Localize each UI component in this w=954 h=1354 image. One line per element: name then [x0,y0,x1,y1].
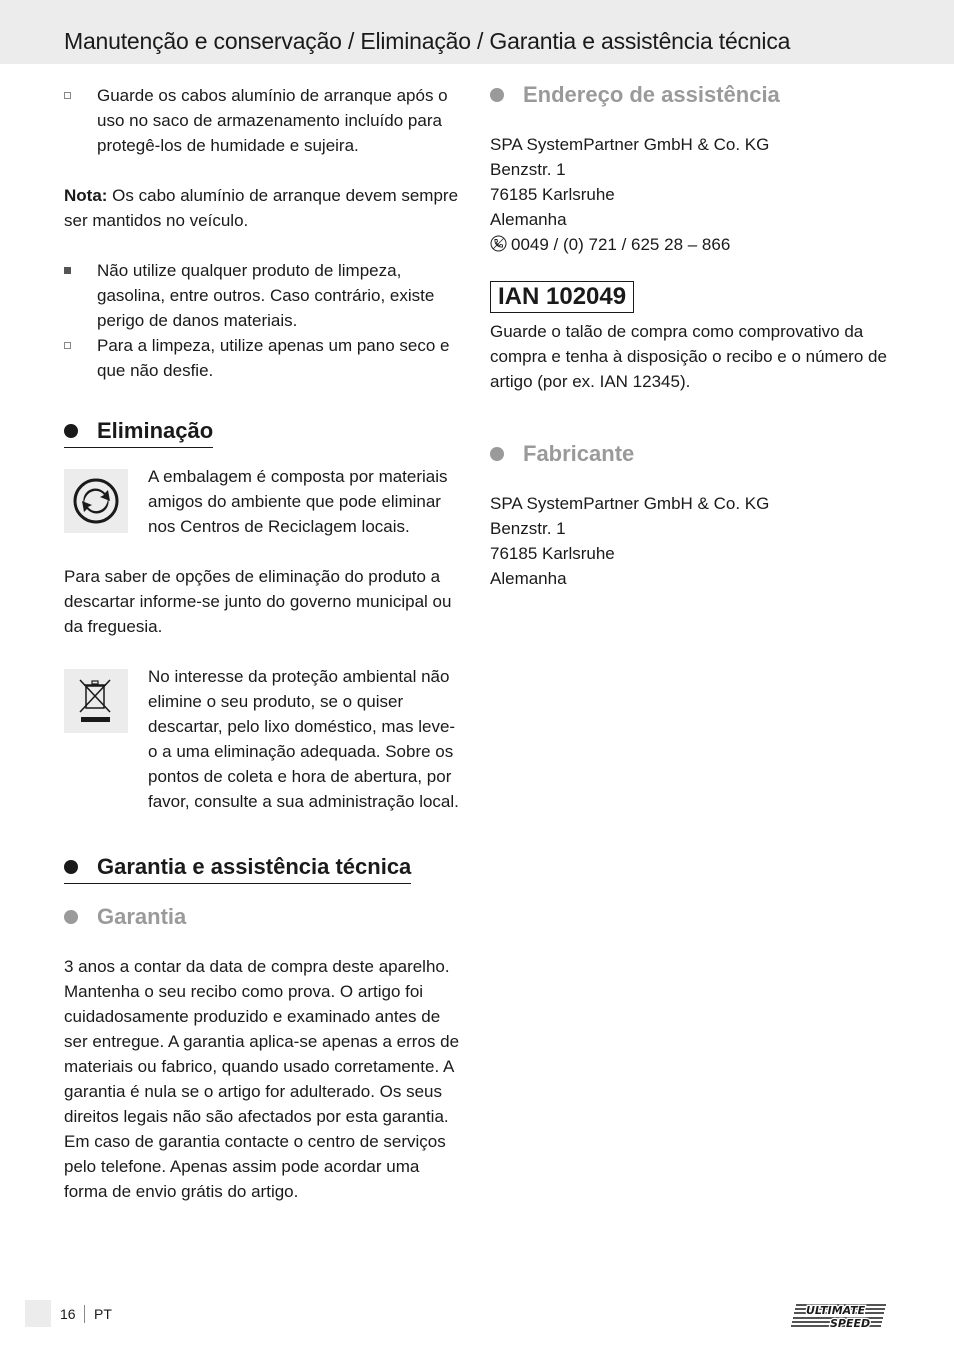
address-line: 76185 Karlsruhe [490,185,615,204]
bullet-dot-icon [490,88,504,102]
filled-square-bullet-icon [64,267,71,274]
service-address [490,132,890,257]
address-line: SPA SystemPartner GmbH & Co. KG [490,494,770,513]
address-line: Benzstr. 1 [490,160,566,179]
warranty-text: 3 anos a contar da data de compra deste aparelho. Mantenha o seu recibo como prova. O artigo foi cuidadosamente produzido e examinado antes de ser entregue. A garantia aplica-se apenas a erros de materiais ou fabrico, quando usado corretamente. A garantia é nula se o artigo for adulterado. Os seus direitos legais não são afectados por esta garantia. Em caso de garantia contacte o centro de serviços pelo telefone. Apenas assim pode acordar uma forma de envio grátis do artigo. [64,957,460,1201]
note-paragraph [64,183,464,233]
ultimate-speed-logo-icon [790,1298,892,1332]
heading-text: Eliminação [97,418,214,443]
weee-disposal-row [64,664,464,814]
bullet-dot-icon [490,447,504,461]
note-label: Nota: [64,186,108,205]
language-code: PT [94,1306,112,1322]
section-heading-eliminacao [64,416,213,448]
heading-text: Garantia e assistência técnica [97,854,412,879]
hollow-square-bullet-icon [64,92,71,99]
address-line: Benzstr. 1 [490,519,566,538]
address-line: SPA SystemPartner GmbH & Co. KG [490,135,770,154]
phone-line [490,232,890,257]
ian-text: Guarde o talão de compra como comprovativo da compra e tenha à disposição o recibo e o número de artigo (por ex. IAN 12345). [490,322,887,391]
footer-marker [25,1300,51,1327]
manufacturer-address [490,491,890,591]
bullet-text: Guarde os cabos alumínio de arranque após o uso no saco de armazenamento incluído para protegê-los de humidade e sujeira. [97,86,448,155]
bullet-dot-icon [64,424,78,438]
crossed-bin-icon [64,669,128,733]
page-title: Manutenção e conservação / Eliminação / Garantia e assistência técnica [64,28,791,54]
footer-divider [84,1305,85,1323]
subheading-endereco-assistencia [490,80,890,110]
address-line: 76185 Karlsruhe [490,544,615,563]
page-header [0,0,954,64]
hollow-square-bullet-icon [64,342,71,349]
logo-bottom-text: SPEED [830,1317,871,1330]
page-number: 16 [60,1306,76,1322]
packaging-disposal-row [64,464,464,539]
section-heading-garantia-assistencia [64,852,411,884]
list-item [64,333,464,383]
packaging-text: A embalagem é composta por materiais amigos do ambiente que pode eliminar nos Centros de Reciclagem locais. [148,467,448,536]
heading-text: Garantia [97,904,187,929]
address-line: Alemanha [490,569,567,588]
logo-top-text: ULTIMATE [806,1304,866,1317]
subheading-fabricante [490,439,890,469]
disposal-info-text: Para saber de opções de eliminação do produto a descartar informe-se junto do governo municipal ou da freguesia. [64,567,452,636]
subheading-garantia [64,902,464,932]
heading-text: Fabricante [523,441,635,466]
bullet-dot-icon [64,860,78,874]
weee-text: No interesse da proteção ambiental não elimine o seu produto, se o quiser descartar, pelo lixo doméstico, mas leve-o a uma eliminação adequada. Sobre os pontos de coleta e hora de abertura, por favor, consulte a sua administração local. [148,667,459,811]
recycling-symbol-icon [64,469,128,533]
left-column [64,83,464,1204]
address-line: Alemanha [490,210,567,229]
bullet-text: Não utilize qualquer produto de limpeza, gasolina, entre outros. Caso contrário, existe perigo de danos materiais. [97,261,435,330]
list-item [64,258,464,333]
note-text: Os cabo alumínio de arranque devem sempre ser mantidos no veículo. [64,186,459,230]
right-column [490,80,890,591]
heading-text: Endereço de assistência [523,82,780,107]
phone-number: 0049 / (0) 721 / 625 28 – 866 [511,235,731,254]
list-item [64,83,464,158]
bullet-dot-icon [64,910,78,924]
phone-icon [490,235,507,252]
bullet-text: Para a limpeza, utilize apenas um pano seco e que não desfie. [97,336,450,380]
ian-box: IAN 102049 [490,281,634,313]
